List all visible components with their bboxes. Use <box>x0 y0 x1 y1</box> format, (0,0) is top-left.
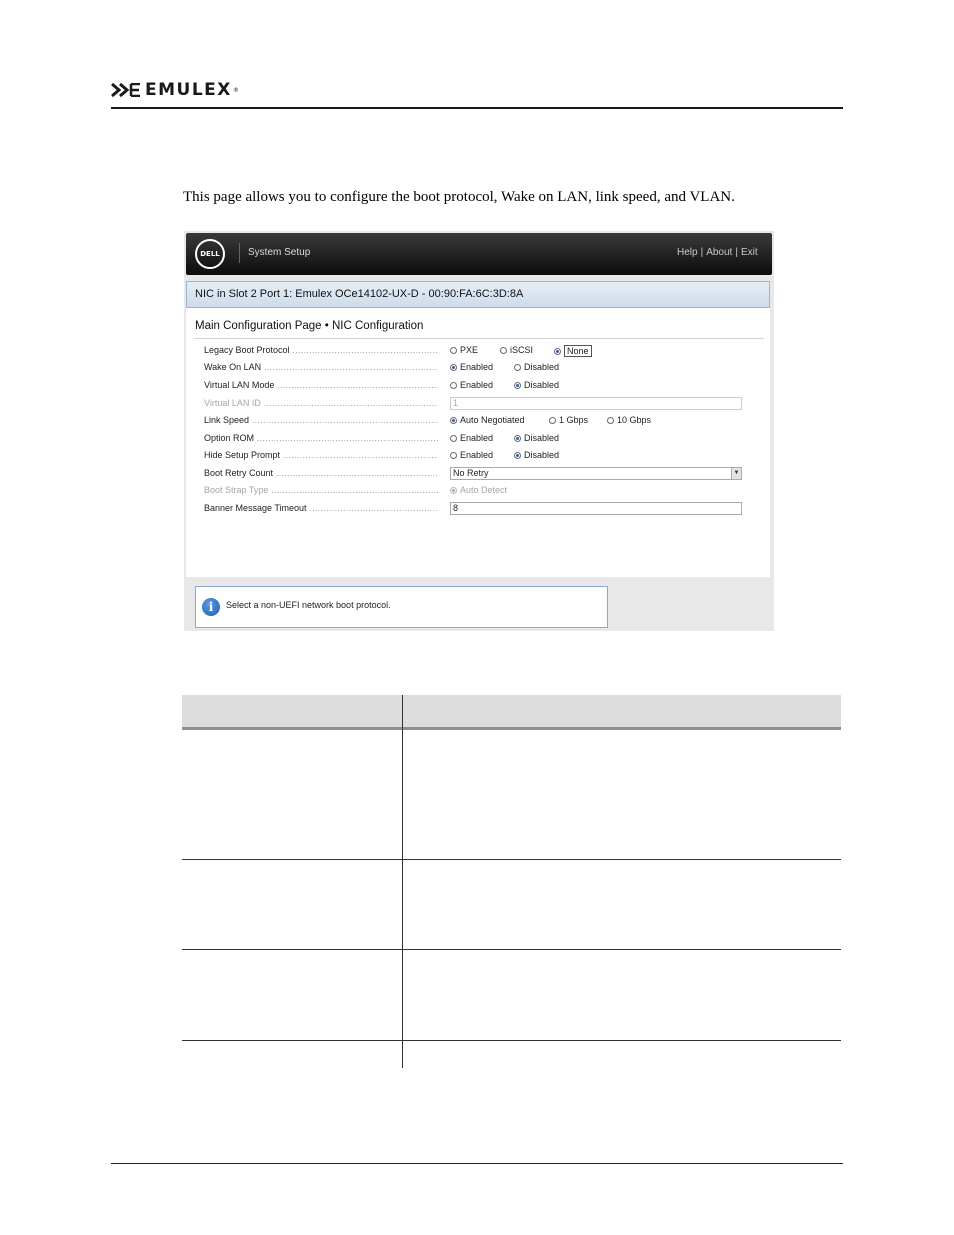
table-row-rule <box>182 1040 841 1041</box>
heading-divider <box>194 338 764 339</box>
radio-iscsi[interactable]: iSCSI <box>500 345 533 355</box>
radio-disabled[interactable]: Disabled <box>514 362 559 372</box>
page-heading: Main Configuration Page • NIC Configuration <box>195 320 424 332</box>
radio-on-icon <box>450 487 457 494</box>
radio-disabled[interactable]: Disabled <box>514 380 559 390</box>
setting-label: Virtual LAN Mode ..... <box>204 380 438 390</box>
setting-label: Legacy Boot Protocol ..... <box>204 345 438 355</box>
virtual-lan-id-field: 1 <box>450 397 742 410</box>
radio-on-icon <box>514 452 521 459</box>
intro-paragraph: This page allows you to configure the boot protocol, Wake on LAN, link speed, and VLAN. <box>183 189 735 205</box>
radio-off-icon <box>549 417 556 424</box>
link-separator: | <box>700 247 704 258</box>
radio-off-icon <box>450 435 457 442</box>
setting-label: Option ROM ..... <box>204 433 438 443</box>
setting-label: Wake On LAN ..... <box>204 362 438 372</box>
link-separator: | <box>735 247 738 258</box>
table-row-rule <box>182 859 841 860</box>
dell-logo-icon: DELL <box>195 239 225 269</box>
radio-enabled[interactable]: Enabled <box>450 362 493 372</box>
setting-label: Banner Message Timeout ..... <box>204 503 438 513</box>
setting-boot-retry-count <box>204 467 744 481</box>
about-link[interactable]: About <box>706 247 733 258</box>
trademark: ® <box>232 86 239 94</box>
radio-enabled[interactable]: Enabled <box>450 433 493 443</box>
radio-off-icon <box>514 364 521 371</box>
radio-disabled[interactable]: Disabled <box>514 450 559 460</box>
table-row-rule <box>182 949 841 950</box>
select-value: No Retry <box>453 468 489 478</box>
radio-enabled[interactable]: Enabled <box>450 450 493 460</box>
radio-none[interactable]: None <box>554 345 592 357</box>
exit-link[interactable]: Exit <box>740 247 758 258</box>
setting-label: Virtual LAN ID ..... <box>204 398 438 408</box>
nic-title: NIC in Slot 2 Port 1: Emulex OCe14102-UX-D - 00:90:FA:6C:3D:8A <box>195 288 524 300</box>
radio-pxe[interactable]: PXE <box>450 345 478 355</box>
setting-banner-message-timeout <box>204 502 744 516</box>
radio-on-icon <box>450 417 457 424</box>
radio-on-icon <box>514 435 521 442</box>
help-text: Select a non-UEFI network boot protocol. <box>226 600 391 610</box>
radio-off-icon <box>450 382 457 389</box>
header-rule <box>111 107 843 109</box>
radio-off-icon <box>607 417 614 424</box>
top-links <box>677 247 758 258</box>
setting-option-rom <box>204 432 744 446</box>
setting-label: Boot Strap Type ..... <box>204 485 438 495</box>
radio-off-icon <box>500 347 507 354</box>
chevron-down-icon[interactable]: ▼ <box>731 468 741 479</box>
radio-enabled[interactable]: Enabled <box>450 380 493 390</box>
setting-boot-strap-type <box>204 484 744 498</box>
app-title: System Setup <box>248 247 311 258</box>
radio-on-icon <box>554 348 561 355</box>
emulex-logo-icon <box>111 83 141 97</box>
banner-message-timeout-field[interactable]: 8 <box>450 502 742 515</box>
footer-rule <box>111 1163 843 1164</box>
radio-auto-detect: Auto Detect <box>450 485 507 495</box>
setting-virtual-lan-mode <box>204 379 744 393</box>
table-column-divider <box>402 695 403 1068</box>
top-bar-divider <box>239 243 240 263</box>
setting-label: Hide Setup Prompt ..... <box>204 450 438 460</box>
radio-off-icon <box>450 347 457 354</box>
setting-wake-on-lan <box>204 361 744 375</box>
radio-on-icon <box>450 364 457 371</box>
radio-on-icon <box>514 382 521 389</box>
table-header-rule <box>182 727 841 730</box>
setting-link-speed <box>204 414 744 428</box>
table-header <box>182 695 841 728</box>
radio-off-icon <box>450 452 457 459</box>
setting-hide-setup-prompt <box>204 449 744 463</box>
brand-name: EMULEX <box>145 80 232 100</box>
radio-disabled[interactable]: Disabled <box>514 433 559 443</box>
setting-legacy-boot-protocol <box>204 344 744 358</box>
radio-auto-negotiated[interactable]: Auto Negotiated <box>450 415 525 425</box>
help-link[interactable]: Help <box>677 247 698 258</box>
setting-label: Link Speed ..... <box>204 415 438 425</box>
boot-retry-count-select[interactable] <box>450 467 742 480</box>
radio-10-gbps[interactable]: 10 Gbps <box>607 415 651 425</box>
info-icon: i <box>202 598 220 616</box>
emulex-logo <box>111 80 239 100</box>
setting-label: Boot Retry Count ..... <box>204 468 438 478</box>
setting-virtual-lan-id <box>204 397 744 411</box>
radio-1-gbps[interactable]: 1 Gbps <box>549 415 588 425</box>
